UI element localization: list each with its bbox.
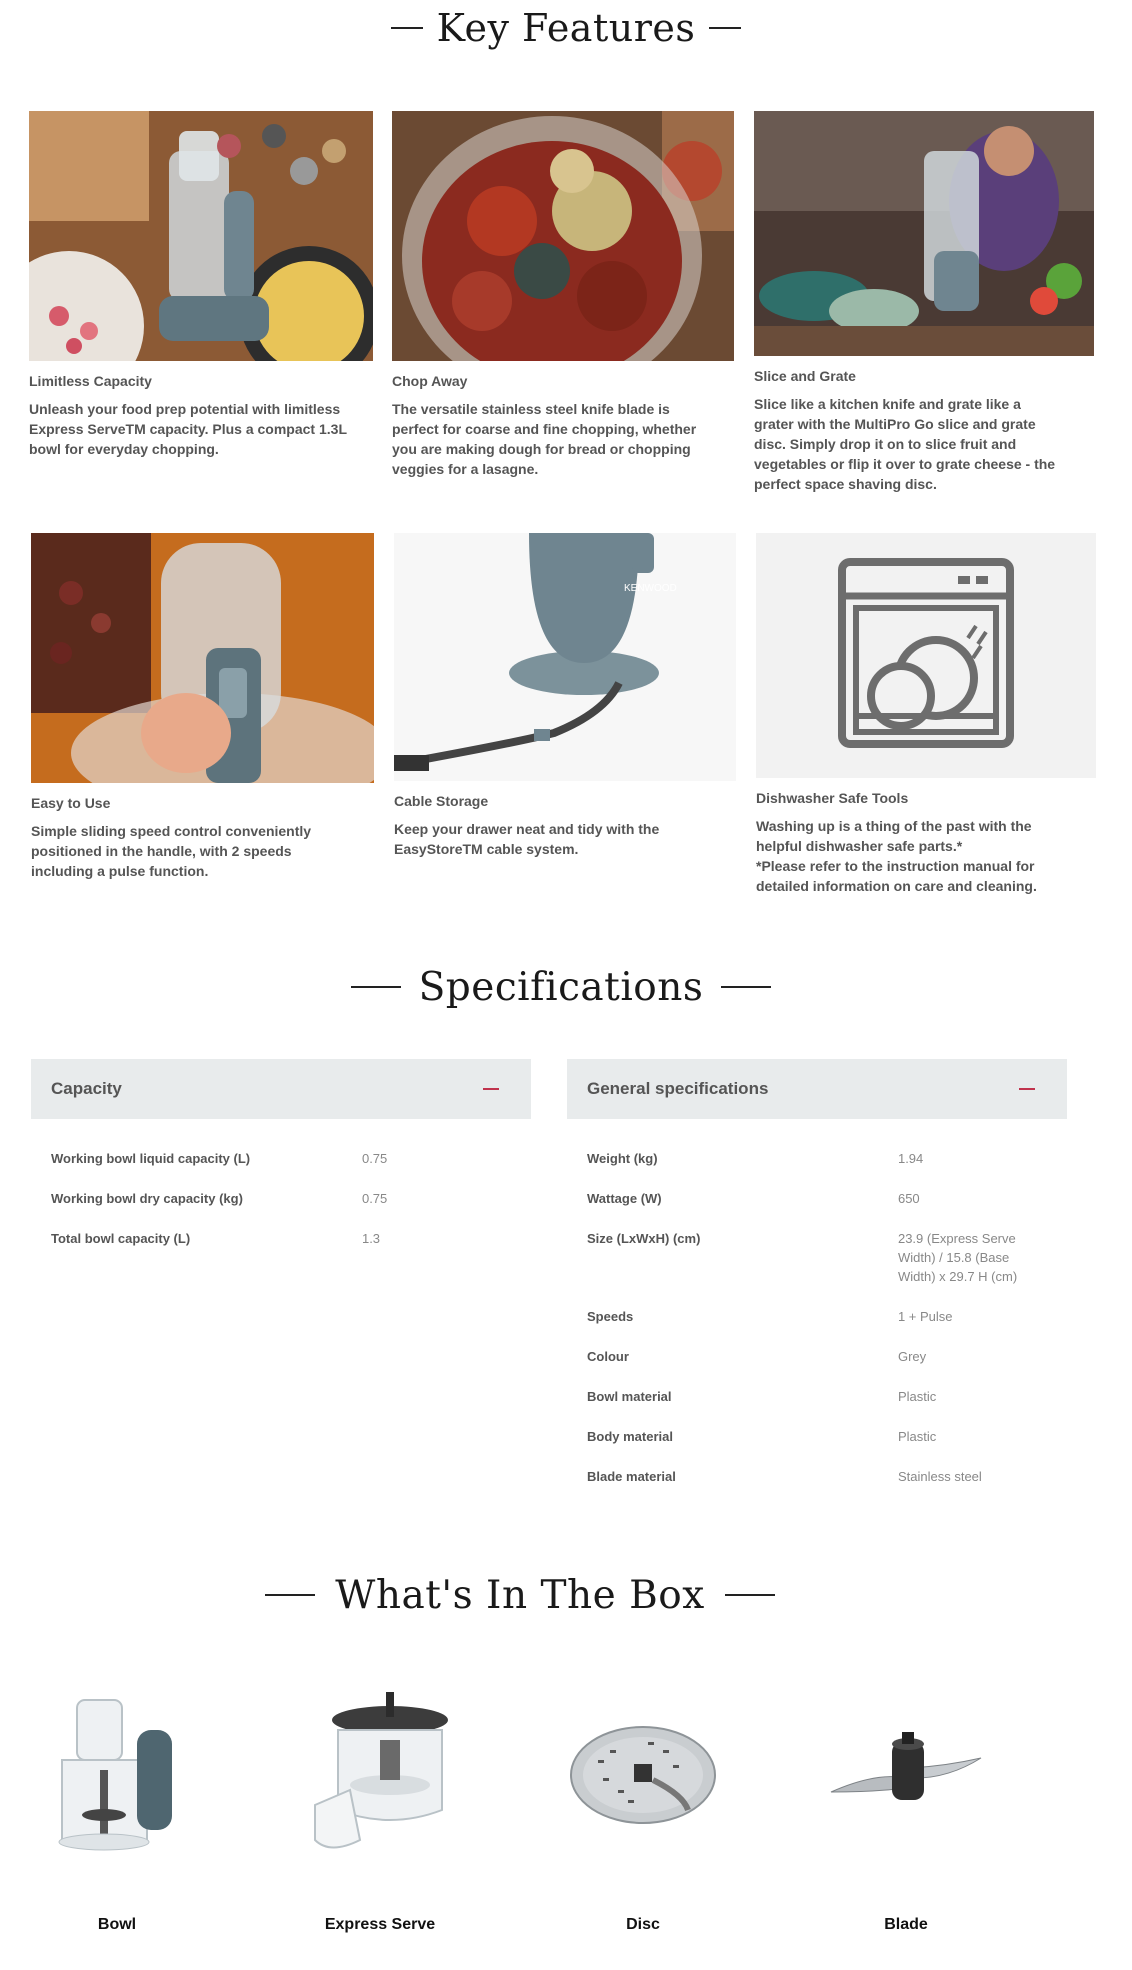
spec-row — [587, 1229, 1047, 1286]
collapse-minus-icon[interactable] — [1019, 1088, 1035, 1090]
spec-value: Plastic — [897, 1389, 937, 1404]
box-item-disc — [533, 1680, 753, 1934]
feature-card-easy-to-use — [31, 533, 374, 881]
spec-value: 650 — [897, 1191, 920, 1206]
feature-image-cable-base — [394, 533, 736, 781]
spices-bowl-illustration — [392, 111, 734, 361]
spec-row — [587, 1387, 1047, 1406]
kitchen-scene-illustration — [29, 111, 373, 361]
box-item-express-serve — [270, 1680, 490, 1934]
feature-image-chopped-spices — [392, 111, 734, 361]
feature-image-speed-control — [31, 533, 374, 783]
feature-description: Simple sliding speed control conveniently positioned in the handle, with 2 speeds including a pulse function. — [31, 823, 312, 879]
heading-dash-left — [351, 986, 401, 988]
specifications-title: Specifications — [418, 964, 704, 1010]
spec-value: 1.94 — [897, 1151, 924, 1166]
spec-value: Stainless steel — [897, 1469, 982, 1484]
speed-control-illustration — [31, 533, 374, 783]
key-features-heading — [0, 6, 1132, 50]
feature-card-limitless-capacity — [29, 111, 373, 459]
spec-key: Working bowl liquid capacity (L) — [51, 1151, 251, 1166]
spec-value: 1.3 — [361, 1231, 381, 1246]
spec-row — [587, 1149, 1047, 1168]
spec-panel-title: Capacity — [51, 1079, 122, 1098]
spec-row — [51, 1229, 511, 1248]
feature-description: The versatile stainless steel knife blade is perfect for coarse and fine chopping, whether you are making dough for bread or chopping veggies for a lasagne. — [392, 401, 697, 477]
spec-panel-general — [567, 1059, 1067, 1507]
spec-key: Size (LxWxH) (cm) — [587, 1231, 701, 1246]
spec-value: 1 + Pulse — [897, 1309, 953, 1324]
box-item-label: Bowl — [97, 1916, 137, 1933]
heading-dash-right — [709, 27, 741, 29]
box-item-label: Disc — [626, 1916, 660, 1933]
spec-panel-capacity — [31, 1059, 531, 1269]
spec-accordion-general[interactable] — [567, 1059, 1067, 1119]
heading-dash-left — [391, 27, 423, 29]
box-item-label: Express Serve — [324, 1916, 436, 1933]
spec-row — [587, 1189, 1047, 1208]
feature-card-slice-and-grate — [754, 111, 1094, 494]
spec-key: Total bowl capacity (L) — [51, 1231, 191, 1246]
spec-row — [587, 1307, 1047, 1326]
slicing-scene-illustration — [754, 111, 1094, 356]
spec-value: 23.9 (Express Serve Width) / 15.8 (Base Width) x 29.7 H (cm) — [897, 1231, 1018, 1284]
spec-row — [587, 1467, 1047, 1486]
feature-description: Slice like a kitchen knife and grate like a grater with the MultiPro Go slice and grate disc. Simply drop it on to slice fruit and vegetables or flip it over to grate cheese - the perfect space shaving disc. — [754, 396, 1056, 492]
box-item-bowl — [7, 1680, 227, 1934]
disc-illustration — [568, 1720, 718, 1830]
blade-image — [796, 1680, 1016, 1870]
feature-card-cable-storage — [394, 533, 736, 859]
feature-title: Cable Storage — [394, 793, 489, 809]
heading-dash-right — [725, 1594, 775, 1596]
feature-title: Slice and Grate — [754, 368, 856, 384]
in-the-box-heading — [0, 1570, 1040, 1620]
spec-value: Grey — [897, 1349, 927, 1364]
feature-image-dishwasher — [756, 533, 1096, 778]
spec-panel-title: General specifications — [587, 1079, 769, 1098]
spec-key: Working bowl dry capacity (kg) — [51, 1191, 243, 1206]
dishwasher-icon — [836, 556, 1016, 756]
feature-card-chop-away — [392, 111, 734, 479]
spec-key: Blade material — [587, 1469, 676, 1484]
spec-key: Colour — [587, 1349, 629, 1364]
feature-title: Chop Away — [392, 373, 468, 389]
collapse-minus-icon[interactable] — [483, 1088, 499, 1090]
spec-row — [51, 1189, 511, 1208]
spec-key: Weight (kg) — [587, 1151, 658, 1166]
spec-table-capacity — [31, 1119, 531, 1248]
express-serve-illustration — [310, 1690, 450, 1860]
spec-row — [51, 1149, 511, 1168]
spec-key: Wattage (W) — [587, 1191, 662, 1206]
feature-card-dishwasher-safe — [756, 533, 1096, 896]
cable-base-illustration — [394, 533, 736, 781]
heading-dash-right — [721, 986, 771, 988]
feature-description: Keep your drawer neat and tidy with the EasyStoreTM cable system. — [394, 821, 660, 857]
express-serve-image — [270, 1680, 490, 1870]
feature-image-food-processor-kitchen — [29, 111, 373, 361]
bowl-image — [7, 1680, 227, 1870]
box-item-label: Blade — [884, 1916, 928, 1933]
feature-image-slicing-vegetables — [754, 111, 1094, 356]
spec-table-general — [567, 1119, 1067, 1486]
feature-title: Dishwasher Safe Tools — [756, 790, 909, 806]
feature-description: Unleash your food prep potential with limitless Express ServeTM capacity. Plus a compact 1.3L bowl for everyday chopping. — [29, 401, 348, 457]
blade-illustration — [826, 1730, 986, 1820]
key-features-title: Key Features — [436, 6, 696, 50]
spec-key: Speeds — [587, 1309, 634, 1324]
in-the-box-title: What's In The Box — [335, 1572, 705, 1618]
disc-image — [533, 1680, 753, 1870]
spec-value: 0.75 — [361, 1191, 388, 1206]
box-item-blade — [796, 1680, 1016, 1934]
spec-value: 0.75 — [361, 1151, 388, 1166]
specifications-heading — [0, 962, 1132, 1012]
feature-title: Easy to Use — [31, 795, 111, 811]
spec-row — [587, 1347, 1047, 1366]
spec-key: Body material — [587, 1429, 673, 1444]
brand-logo: KENWOOD — [624, 583, 677, 594]
bowl-illustration — [52, 1690, 182, 1860]
spec-value: Plastic — [897, 1429, 937, 1444]
spec-accordion-capacity[interactable] — [31, 1059, 531, 1119]
heading-dash-left — [265, 1594, 315, 1596]
spec-key: Bowl material — [587, 1389, 672, 1404]
spec-row — [587, 1427, 1047, 1446]
feature-description: Washing up is a thing of the past with the helpful dishwasher safe parts.* *Please refer to the instruction manual for detailed information on care and cleaning. — [756, 818, 1037, 894]
feature-title: Limitless Capacity — [29, 373, 152, 389]
